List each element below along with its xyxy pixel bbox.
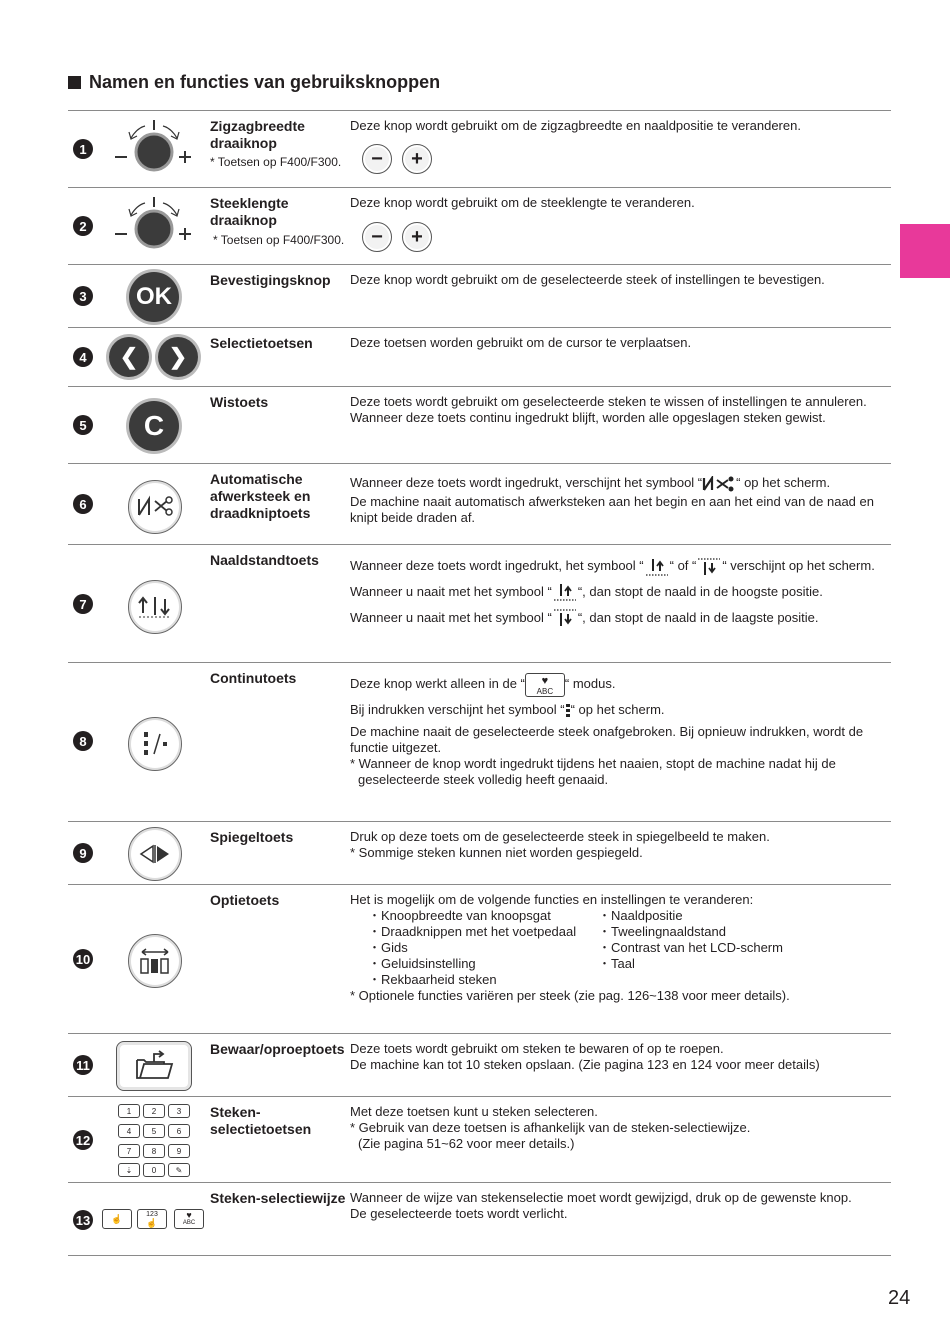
ok-key-icon: OK [129, 272, 179, 322]
lock-stitch-scissors-icon [702, 476, 736, 492]
rule [68, 264, 891, 265]
auto-lock-thread-cut-key [128, 480, 182, 534]
description: Deze knop wordt gebruikt om de steeklengte te veranderen. [350, 195, 695, 210]
row-number: 8 [73, 731, 93, 751]
heart-icon: ♥ [541, 674, 549, 687]
description: Druk op deze toets om de geselecteerde steek in spiegelbeeld te maken. * Sommige steken kunnen niet worden gespiegeld. [350, 829, 770, 860]
row-number: 9 [73, 843, 93, 863]
hand-icon: ☝ [146, 1218, 158, 1228]
row-number: 12 [73, 1130, 93, 1150]
list-item: ・Contrast van het LCD-scherm [598, 940, 783, 955]
needle-up-icon [644, 557, 670, 577]
section-heading [68, 72, 440, 93]
model-note: * Toetsen op F400/F300. [213, 233, 345, 247]
needle-down-icon [552, 608, 578, 628]
clear-entry-key: ⇣ [118, 1163, 140, 1177]
control-name: Steeklengte draaiknop [210, 195, 289, 228]
description: Deze knop wordt gebruikt om de zigzagbreedte en naaldpositie te veranderen. [350, 118, 801, 133]
control-name: Wistoets [210, 394, 269, 410]
heading-text: Namen en functies van gebruiksknoppen [89, 72, 441, 92]
dial-knob-icon [113, 118, 195, 178]
list-item: ・Geluidsinstelling [368, 956, 476, 971]
control-name: Continutoets [210, 670, 297, 686]
description: Met deze toetsen kunt u steken selecteren. * Gebruik van deze toetsen is afhankelijk van de steken-selectiewijze. (Zie pagina 51~62 voor meer details.) [350, 1104, 751, 1151]
needle-position-key [128, 580, 182, 634]
continuous-stitch-icon [138, 730, 172, 758]
numeric-key: 7 [118, 1144, 140, 1158]
list-item: ・Knoopbreedte van knoopsgat [368, 908, 551, 923]
row-number: 11 [73, 1055, 93, 1075]
row-number: 7 [73, 594, 93, 614]
rule [68, 821, 891, 822]
lock-stitch-scissors-icon [135, 495, 175, 519]
list-item: ・Naaldpositie [598, 908, 683, 923]
rule [68, 1255, 891, 1256]
heading-square-icon [68, 76, 81, 89]
rule [68, 662, 891, 663]
rule [68, 1033, 891, 1034]
control-name: Naaldstandtoets [210, 552, 319, 568]
minus-key: − [362, 222, 392, 252]
page-number: 24 [888, 1287, 911, 1309]
mirror-key [128, 827, 182, 881]
control-name: Automatische afwerksteek en draadkniptoets [210, 471, 311, 521]
control-name: Spiegeltoets [210, 829, 294, 845]
folder-icon [134, 1050, 174, 1082]
row-number: 6 [73, 494, 93, 514]
control-name: Zigzagbreedte draaiknop [210, 118, 305, 151]
chapter-tab [900, 224, 950, 278]
numeric-key: 9 [168, 1144, 190, 1158]
control-name: Selectietoetsen [210, 335, 313, 351]
needle-up-icon [552, 582, 578, 602]
abc-mode-key: ♥ ABC [525, 673, 565, 697]
abc-mode-key: ♥ ABC [174, 1209, 204, 1229]
numeric-key: 0 [143, 1163, 165, 1177]
rule [68, 1182, 891, 1183]
dial-knob-icon [113, 195, 195, 255]
rule [68, 544, 891, 545]
control-name: Optietoets [210, 892, 280, 908]
arrow-left-icon: ❮ [109, 337, 149, 377]
continuous-key [128, 717, 182, 771]
list-item: ・Taal [598, 956, 635, 971]
option-icon [138, 946, 172, 976]
rule [68, 386, 891, 387]
model-note: * Toetsen op F400/F300. [210, 155, 342, 169]
clear-key-icon: C [129, 401, 179, 451]
control-name: Steken-selectiewijze [210, 1190, 346, 1206]
description: Deze toets wordt gebruikt om steken te bewaren of op te roepen. De machine kan tot 10 steken opslaan. (Zie pagina 123 en 124 voor meer details) [350, 1041, 820, 1072]
control-name: Steken-selectietoetsen [210, 1104, 312, 1137]
row-number: 2 [73, 216, 93, 236]
mirror-icon [139, 844, 171, 864]
rule [68, 1096, 891, 1097]
option-key [128, 934, 182, 988]
list-item: ・Tweelingnaaldstand [598, 924, 726, 939]
arrow-right-icon: ❯ [158, 337, 198, 377]
numeric-key: 6 [168, 1124, 190, 1138]
list-item: ・Gids [368, 940, 408, 955]
list-item: ・Draadknippen met het voetpedaal [368, 924, 577, 939]
numeric-key: 8 [143, 1144, 165, 1158]
row-number: 1 [73, 139, 93, 159]
rule [68, 187, 891, 188]
save-recall-key [116, 1041, 192, 1091]
needle-up-down-icon [137, 595, 173, 619]
numeric-key: 5 [143, 1124, 165, 1138]
description: Wanneer deze toets wordt ingedrukt, het symbool “ “ of “ “ verschijnt op het scherm. Wanneer u naait met het symbool “ “, dan stopt de naald in de hoogste positie. Wanneer u naait met het symbool “ “, dan stopt de naald in de laagste positie. [350, 556, 895, 629]
plus-key: + [402, 144, 432, 174]
row-number: 5 [73, 415, 93, 435]
hand-icon: ☝ [111, 1213, 123, 1224]
numeric-key: 1 [118, 1104, 140, 1118]
numeric-key: 2 [143, 1104, 165, 1118]
heart-icon: ♥ [186, 1210, 192, 1220]
row-number: 13 [73, 1210, 93, 1230]
description: Wanneer deze toets wordt ingedrukt, verschijnt het symbool “ “ op het scherm. De machine naait automatisch afwerksteken aan het begin en aan het eind van de naad en knipt beide draden af. [350, 475, 874, 525]
description: Deze knop wordt gebruikt om de geselecteerde steek of instellingen te bevestigen. [350, 272, 825, 287]
control-name: Bewaar/oproeptoets [210, 1041, 345, 1057]
rule [68, 110, 891, 111]
row-number: 3 [73, 286, 93, 306]
description: Het is mogelijk om de volgende functies en instellingen te veranderen: ・Knoopbreedte van knoopsgat ・Draadknippen met het voetpedaal ・Gids ・Geluidsinstelling ・Rekbaarheid steken ・Naaldpositie ・Tweelingnaaldstand ・Contrast van het LCD-scherm ・Taal * Optionele functies variëren per steek (zie pag. 126~138 voor meer details). [350, 892, 790, 1003]
needle-down-icon [696, 557, 722, 577]
rule [68, 884, 891, 885]
list-item: ・Rekbaarheid steken [368, 972, 497, 987]
minus-key: − [362, 144, 392, 174]
description: Deze toetsen worden gebruikt om de cursor te verplaatsen. [350, 335, 692, 350]
plus-key: + [402, 222, 432, 252]
description: Deze toets wordt gebruikt om geselecteerde steken te wissen of instellingen te annuleren. Wanneer deze toets continu ingedrukt blijft, worden alle opgeslagen steken gewist. [350, 394, 867, 425]
rule [68, 327, 891, 328]
numeric-key: 3 [168, 1104, 190, 1118]
row-number: 10 [73, 949, 93, 969]
number-select-mode-key: 123 ☝ [137, 1209, 167, 1229]
direct-select-mode-key [102, 1209, 132, 1229]
control-name: Bevestigingsknop [210, 272, 331, 288]
numeric-key: 4 [118, 1124, 140, 1138]
description: Wanneer de wijze van stekenselectie moet wordt gewijzigd, druk op de gewenste knop. De geselecteerde toets wordt verlicht. [350, 1190, 852, 1221]
row-number: 4 [73, 347, 93, 367]
edit-key: ✎ [168, 1163, 190, 1177]
description: Deze knop werkt alleen in de “ ♥ ABC“ modus. Bij indrukken verschijnt het symbool “ “ op het scherm. De machine naait de geselecteerde steek onafgebroken. Bij opnieuw indrukken, wordt de functie uitgezet. * Wanneer de knop wordt ingedrukt tijdens het naaien, stopt de machine nadat hij de geselecteerde steek volledig heeft genaaid. [350, 674, 864, 787]
rule [68, 463, 891, 464]
